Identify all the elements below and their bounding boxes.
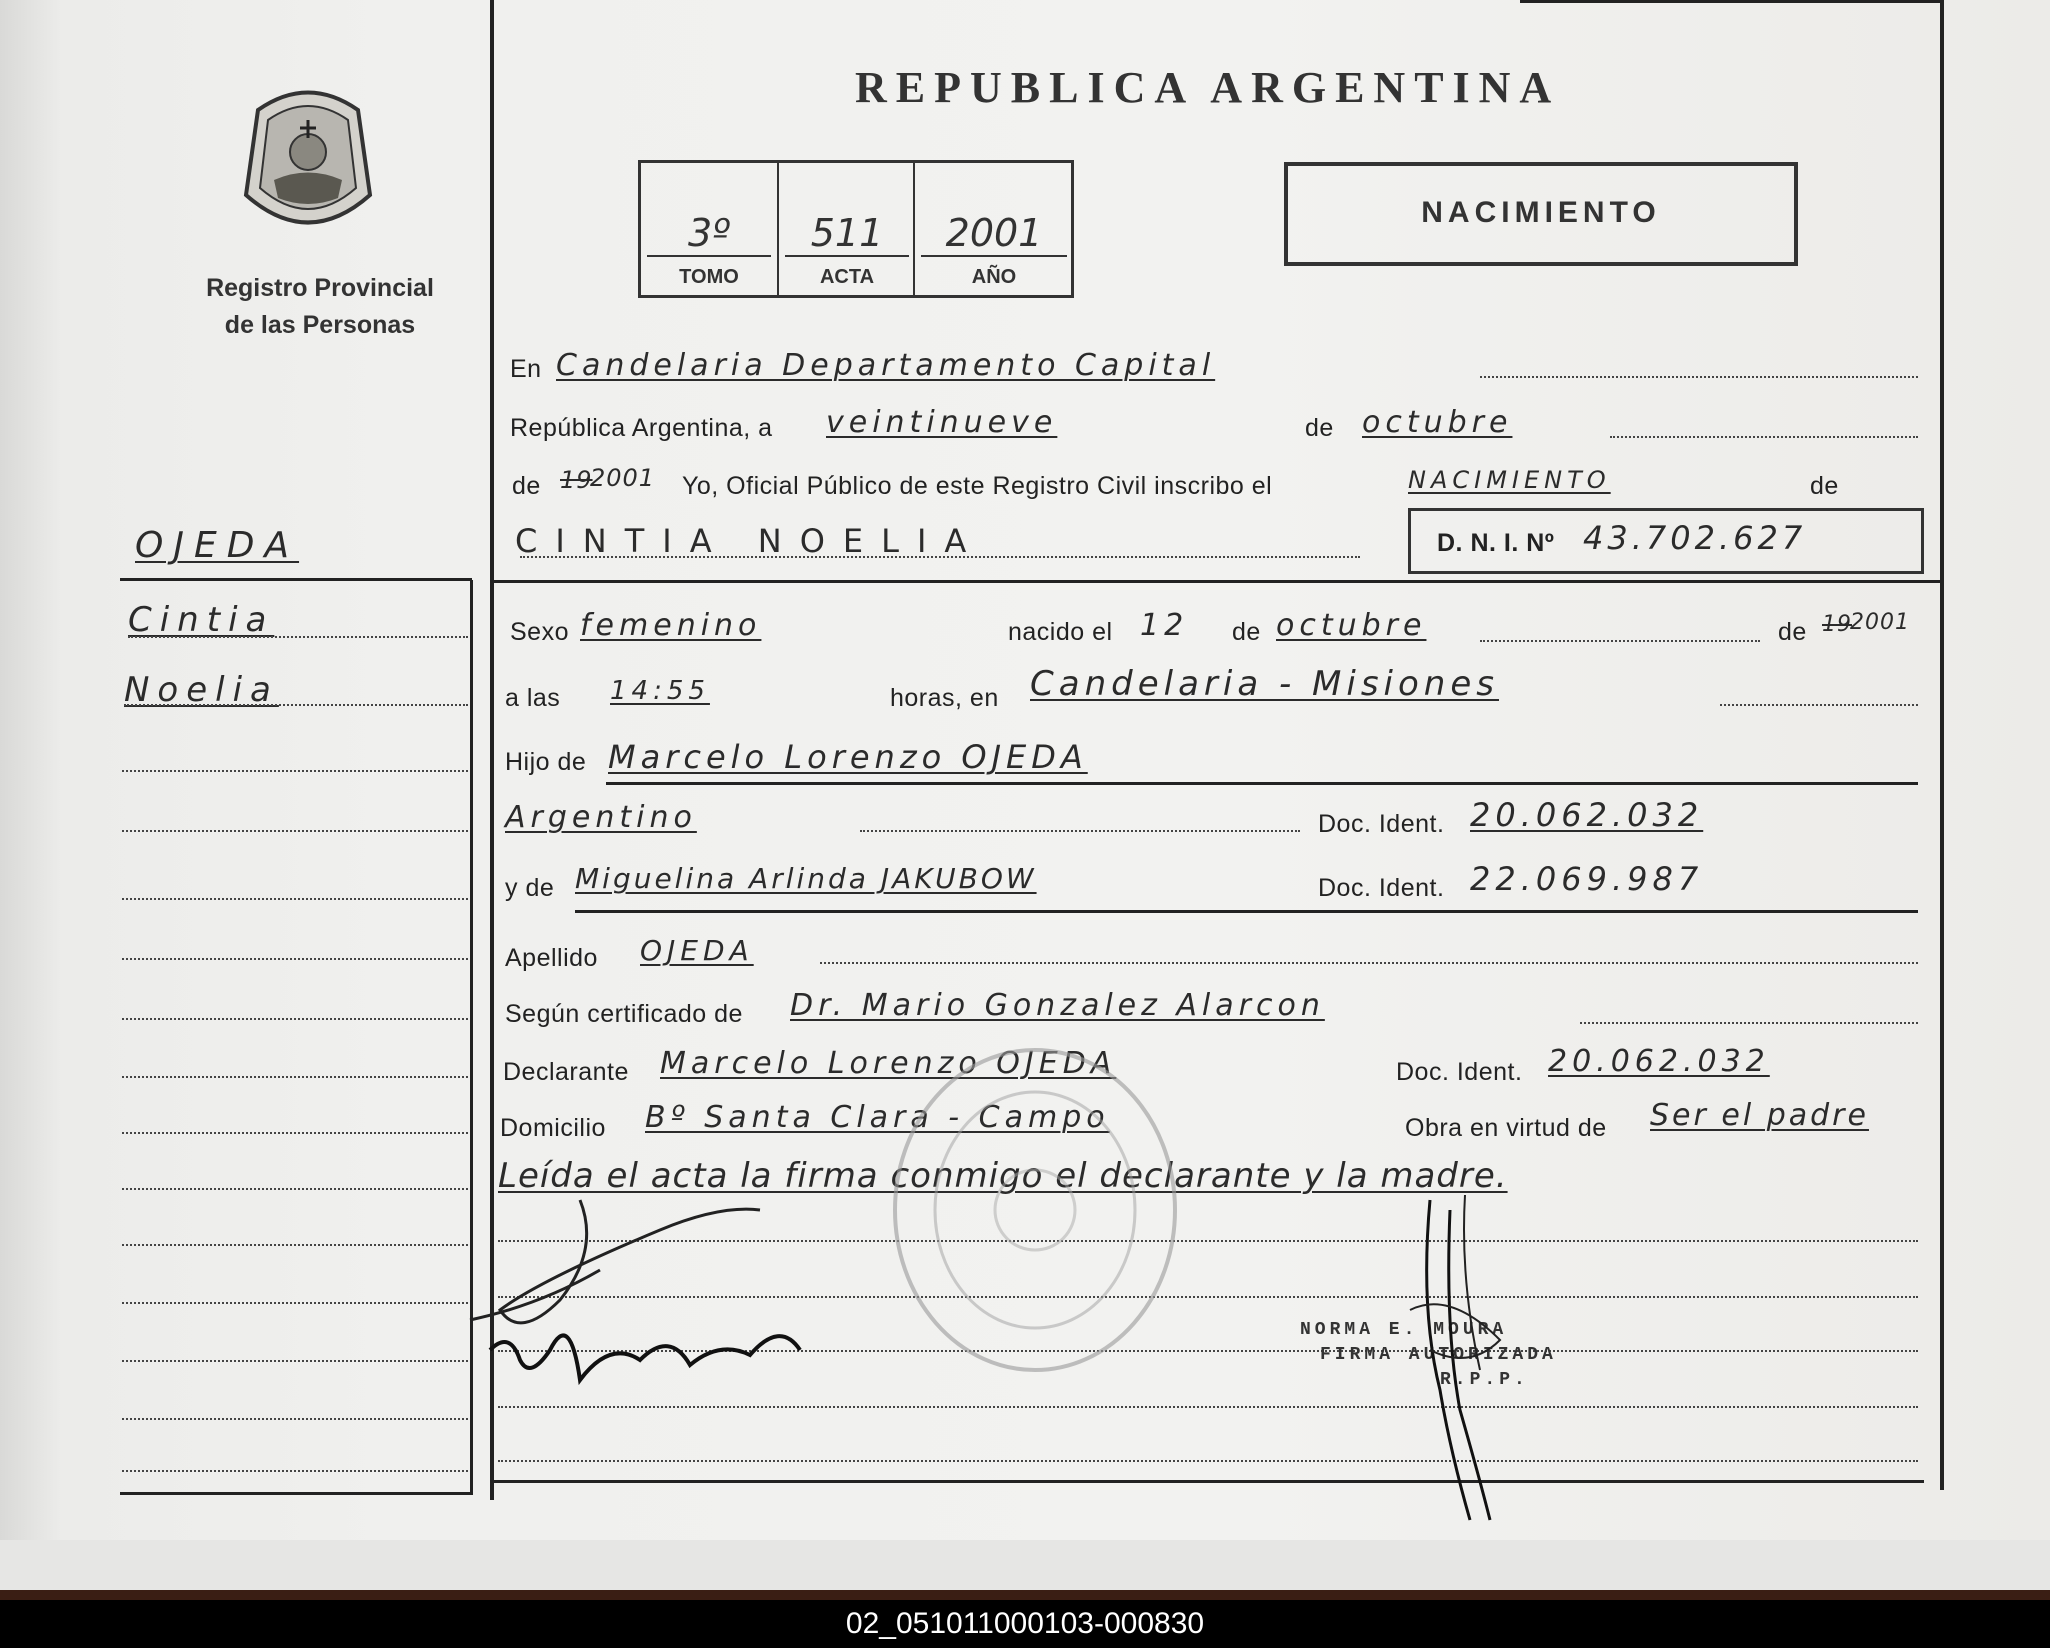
oficial-label: Yo, Oficial Público de este Registro Civil inscribo el: [682, 472, 1273, 500]
madre-doc-label: Doc. Ident.: [1318, 874, 1445, 902]
anio-label: AÑO: [971, 266, 1017, 288]
record-type-label: NACIMIENTO: [1421, 196, 1661, 229]
margin-dots: [122, 1132, 468, 1134]
row7-line: [606, 782, 1918, 785]
margin-dots: [122, 958, 468, 960]
segun-label: Según certificado de: [505, 1000, 743, 1028]
nacido-label: nacido el: [1008, 618, 1113, 646]
row4-line: [494, 580, 1940, 583]
de5-label: de: [1778, 618, 1807, 646]
margin-given2: Noelia: [124, 670, 279, 710]
margin-dots: [122, 1470, 468, 1472]
dni-label: D. N. I. Nº: [1437, 529, 1555, 557]
mes-value: octubre: [1362, 405, 1513, 440]
anio-value: 2001: [945, 211, 1043, 255]
de2-label: de: [512, 472, 541, 500]
tomo-line: [647, 255, 771, 257]
yde-label: y de: [505, 874, 555, 902]
registry-name: [170, 270, 470, 344]
margin-dots: [122, 1418, 468, 1420]
registry-line1: Registro Provincial: [206, 274, 434, 302]
sexo-value: femenino: [580, 608, 762, 643]
margin-dots: [122, 770, 468, 772]
leido-value: Leída el acta la firma conmigo el declarante y la madre.: [498, 1156, 1508, 1196]
padre-doc: 20.062.032: [1470, 796, 1704, 834]
row-dots: [1720, 704, 1918, 706]
acta-cell: [777, 163, 915, 295]
apellido-label: Apellido: [505, 944, 598, 972]
dia-value: veintinueve: [826, 405, 1058, 440]
acta-label: ACTA: [819, 266, 875, 288]
row-dots: [520, 556, 1360, 558]
margin-surname: OJEDA: [135, 525, 300, 566]
en-value: Candelaria Departamento Capital: [556, 348, 1216, 383]
de3-label: de: [1810, 472, 1839, 500]
registry-line2: de las Personas: [224, 311, 416, 339]
official-signature-icon: [1390, 1190, 1550, 1530]
row-dots: [498, 1406, 1918, 1408]
row-dots: [1480, 640, 1760, 642]
tomo-label: TOMO: [679, 266, 739, 288]
margin-dots: [124, 704, 468, 706]
obra-value: Ser el padre: [1650, 1098, 1869, 1133]
margin-dots: [122, 1018, 468, 1020]
dni-box: [1408, 508, 1924, 574]
anio-value-written: 2001: [590, 464, 656, 492]
tomo-cell: [641, 163, 777, 295]
margin-dots: [128, 636, 468, 638]
declarante-doc-label: Doc. Ident.: [1396, 1058, 1523, 1086]
row-dots: [1580, 1022, 1918, 1024]
madre-value: Miguelina Arlinda JAKUBOW: [575, 862, 1037, 895]
page-edge: [0, 1540, 2050, 1590]
acta-value: 511: [810, 211, 884, 255]
acta-line: [785, 255, 909, 257]
anio-line: [921, 255, 1067, 257]
tomo-value: 3º: [687, 211, 731, 255]
declarante-doc: 20.062.032: [1548, 1044, 1770, 1079]
provincial-seal-icon: [238, 80, 378, 240]
segun-value: Dr. Mario Gonzalez Alarcon: [790, 988, 1325, 1023]
row-dots: [820, 962, 1918, 964]
hora-value: 14:55: [610, 676, 710, 706]
inscribo-value: NACIMIENTO: [1408, 466, 1611, 494]
margin-dots: [122, 1360, 468, 1362]
sexo-label: Sexo: [510, 618, 569, 646]
lugar-value: Candelaria - Misiones: [1030, 664, 1499, 704]
en-label: En: [510, 355, 542, 383]
margin-dots: [122, 1302, 468, 1304]
frame-top-line: [1520, 0, 1944, 3]
official-stamp-icon: [885, 1040, 1185, 1380]
apellido-value: OJEDA: [640, 934, 754, 967]
margin-dots: [122, 1076, 468, 1078]
margin-dots: [122, 1188, 468, 1190]
stamp-line1: NORMA E. MOURA: [1300, 1320, 1508, 1340]
record-number-box: [638, 160, 1074, 298]
padre-value: Marcelo Lorenzo OJEDA: [608, 738, 1088, 776]
dni-value: 43.702.627: [1583, 519, 1807, 557]
mother-signature-icon: [460, 1190, 840, 1390]
row-dots: [1610, 436, 1918, 438]
stamp-line3: R.P.P.: [1440, 1370, 1529, 1390]
bottom-frame-line: [494, 1480, 1924, 1483]
record-type-box: [1284, 162, 1798, 266]
hijo-label: Hijo de: [505, 748, 587, 776]
image-caption: 02_051011000103-000830: [845, 1607, 1205, 1640]
margin-dots: [122, 830, 468, 832]
madre-doc: 22.069.987: [1470, 860, 1704, 898]
padre-doc-label: Doc. Ident.: [1318, 810, 1445, 838]
row-dots: [498, 1460, 1918, 1462]
de4-label: de: [1232, 618, 1261, 646]
declarante-label: Declarante: [503, 1058, 629, 1086]
de-label: de: [1305, 414, 1334, 442]
margin-surname-line: [120, 578, 472, 581]
margin-dots: [122, 1244, 468, 1246]
row9-line: [575, 910, 1918, 913]
row-dots: [860, 830, 1300, 832]
domicilio-value: Bº Santa Clara - Campo: [645, 1100, 1110, 1135]
republica-label: República Argentina, a: [510, 414, 773, 442]
country-title: REPUBLICA ARGENTINA: [855, 63, 1561, 112]
nacido-mes: octubre: [1276, 608, 1427, 643]
padre-nac: Argentino: [505, 800, 697, 835]
anio-cell: [913, 163, 1073, 295]
margin-given1: Cintia: [128, 600, 275, 640]
domicilio-label: Domicilio: [500, 1114, 606, 1142]
alas-label: a las: [505, 684, 561, 712]
obra-label: Obra en virtud de: [1405, 1114, 1607, 1142]
margin-bottom-line: [120, 1492, 472, 1495]
nacido-anio-prefix: 19: [1822, 612, 1852, 637]
nacido-anio: 2001: [1850, 610, 1910, 635]
anio-prefix: 19: [560, 466, 593, 494]
margin-dots: [122, 898, 468, 900]
frame-right-line: [1940, 0, 1944, 1490]
declarante-value: Marcelo Lorenzo OJEDA: [660, 1046, 1117, 1081]
row-dots: [1480, 376, 1918, 378]
nombre-value: CINTIA NOELIA: [515, 522, 985, 560]
nacido-dia: 12: [1140, 608, 1189, 643]
horas-label: horas, en: [890, 684, 999, 712]
stamp-line2: FIRMA AUTORIZADA: [1320, 1345, 1557, 1365]
